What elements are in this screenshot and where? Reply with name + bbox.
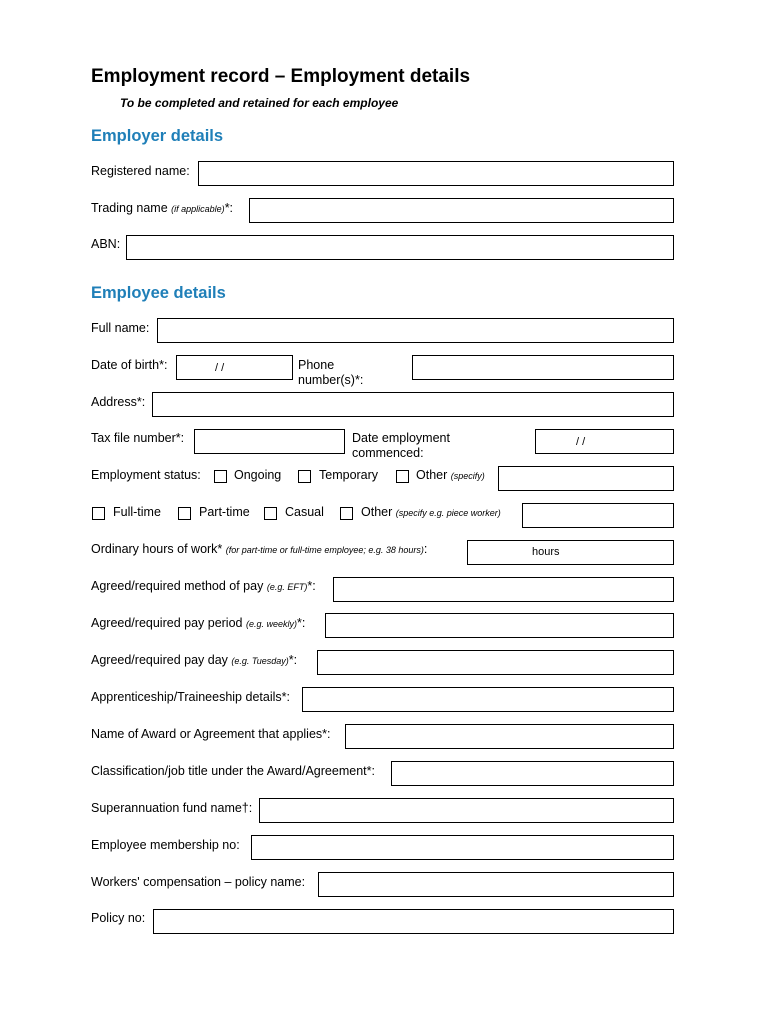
dob-label: Date of birth*:: [91, 358, 168, 372]
ordinary-hours-label: Ordinary hours of work* (for part-time or full-time employee; e.g. 38 hours):: [91, 542, 428, 556]
other-basis-field[interactable]: [522, 503, 674, 528]
casual-label: Casual: [285, 505, 324, 519]
method-of-pay-label: Agreed/required method of pay (e.g. EFT)*:: [91, 579, 316, 593]
registered-name-field[interactable]: [198, 161, 674, 186]
membership-label: Employee membership no:: [91, 838, 240, 852]
classification-label: Classification/job title under the Award/Agreement*:: [91, 764, 375, 778]
pay-day-label: Agreed/required pay day (e.g. Tuesday)*:: [91, 653, 298, 667]
pay-period-label: Agreed/required pay period (e.g. weekly)*:: [91, 616, 306, 630]
section-heading-employee: Employee details: [91, 284, 226, 302]
method-of-pay-field[interactable]: [333, 577, 674, 602]
phone-field[interactable]: [412, 355, 674, 380]
registered-name-label: Registered name:: [91, 164, 190, 178]
policy-no-label: Policy no:: [91, 911, 146, 925]
other-status-label: Other (specify): [416, 468, 485, 482]
award-field[interactable]: [345, 724, 674, 749]
employment-status-label: Employment status:: [91, 468, 201, 482]
date-employment-slashes: / /: [576, 436, 586, 448]
address-field[interactable]: [152, 392, 674, 417]
trading-name-field[interactable]: [249, 198, 674, 223]
ordinary-hours-field[interactable]: [467, 540, 674, 565]
parttime-checkbox[interactable]: [178, 507, 191, 520]
classification-field[interactable]: [391, 761, 674, 786]
tfn-label: Tax file number*:: [91, 431, 185, 445]
workers-comp-field[interactable]: [318, 872, 674, 897]
apprenticeship-label: Apprenticeship/Traineeship details*:: [91, 690, 290, 704]
temporary-checkbox[interactable]: [298, 470, 311, 483]
dob-slashes: / /: [215, 362, 225, 374]
parttime-label: Part-time: [199, 505, 250, 519]
page-subtitle: To be completed and retained for each employee: [120, 96, 399, 110]
award-label: Name of Award or Agreement that applies*:: [91, 727, 331, 741]
policy-no-field[interactable]: [153, 909, 674, 934]
address-label: Address*:: [91, 395, 146, 409]
pay-period-field[interactable]: [325, 613, 674, 638]
section-heading-employer: Employer details: [91, 127, 224, 145]
workers-comp-label: Workers' compensation – policy name:: [91, 875, 306, 889]
hours-unit: hours: [532, 546, 560, 558]
superannuation-field[interactable]: [259, 798, 674, 823]
fulltime-label: Full-time: [113, 505, 161, 519]
full-name-field[interactable]: [157, 318, 674, 343]
other-basis-label: Other (specify e.g. piece worker): [361, 505, 501, 519]
abn-field[interactable]: [126, 235, 674, 260]
phone-label: Phone number(s)*:: [298, 358, 364, 387]
pay-day-field[interactable]: [317, 650, 674, 675]
casual-checkbox[interactable]: [264, 507, 277, 520]
superannuation-label: Superannuation fund name†:: [91, 801, 253, 815]
dob-field[interactable]: [176, 355, 293, 380]
full-name-label: Full name:: [91, 321, 150, 335]
abn-label: ABN:: [91, 237, 121, 251]
date-employment-label: Date employment commenced:: [352, 431, 450, 460]
temporary-label: Temporary: [319, 468, 379, 482]
page-title: Employment record – Employment details: [91, 66, 471, 87]
trading-name-label: Trading name (if applicable)*:: [91, 201, 234, 215]
ongoing-label: Ongoing: [234, 468, 282, 482]
other-status-checkbox[interactable]: [396, 470, 409, 483]
date-employment-field[interactable]: [535, 429, 674, 454]
tfn-field[interactable]: [194, 429, 345, 454]
apprenticeship-field[interactable]: [302, 687, 674, 712]
ongoing-checkbox[interactable]: [214, 470, 227, 483]
fulltime-checkbox[interactable]: [92, 507, 105, 520]
other-status-field[interactable]: [498, 466, 674, 491]
membership-field[interactable]: [251, 835, 674, 860]
other-basis-checkbox[interactable]: [340, 507, 353, 520]
